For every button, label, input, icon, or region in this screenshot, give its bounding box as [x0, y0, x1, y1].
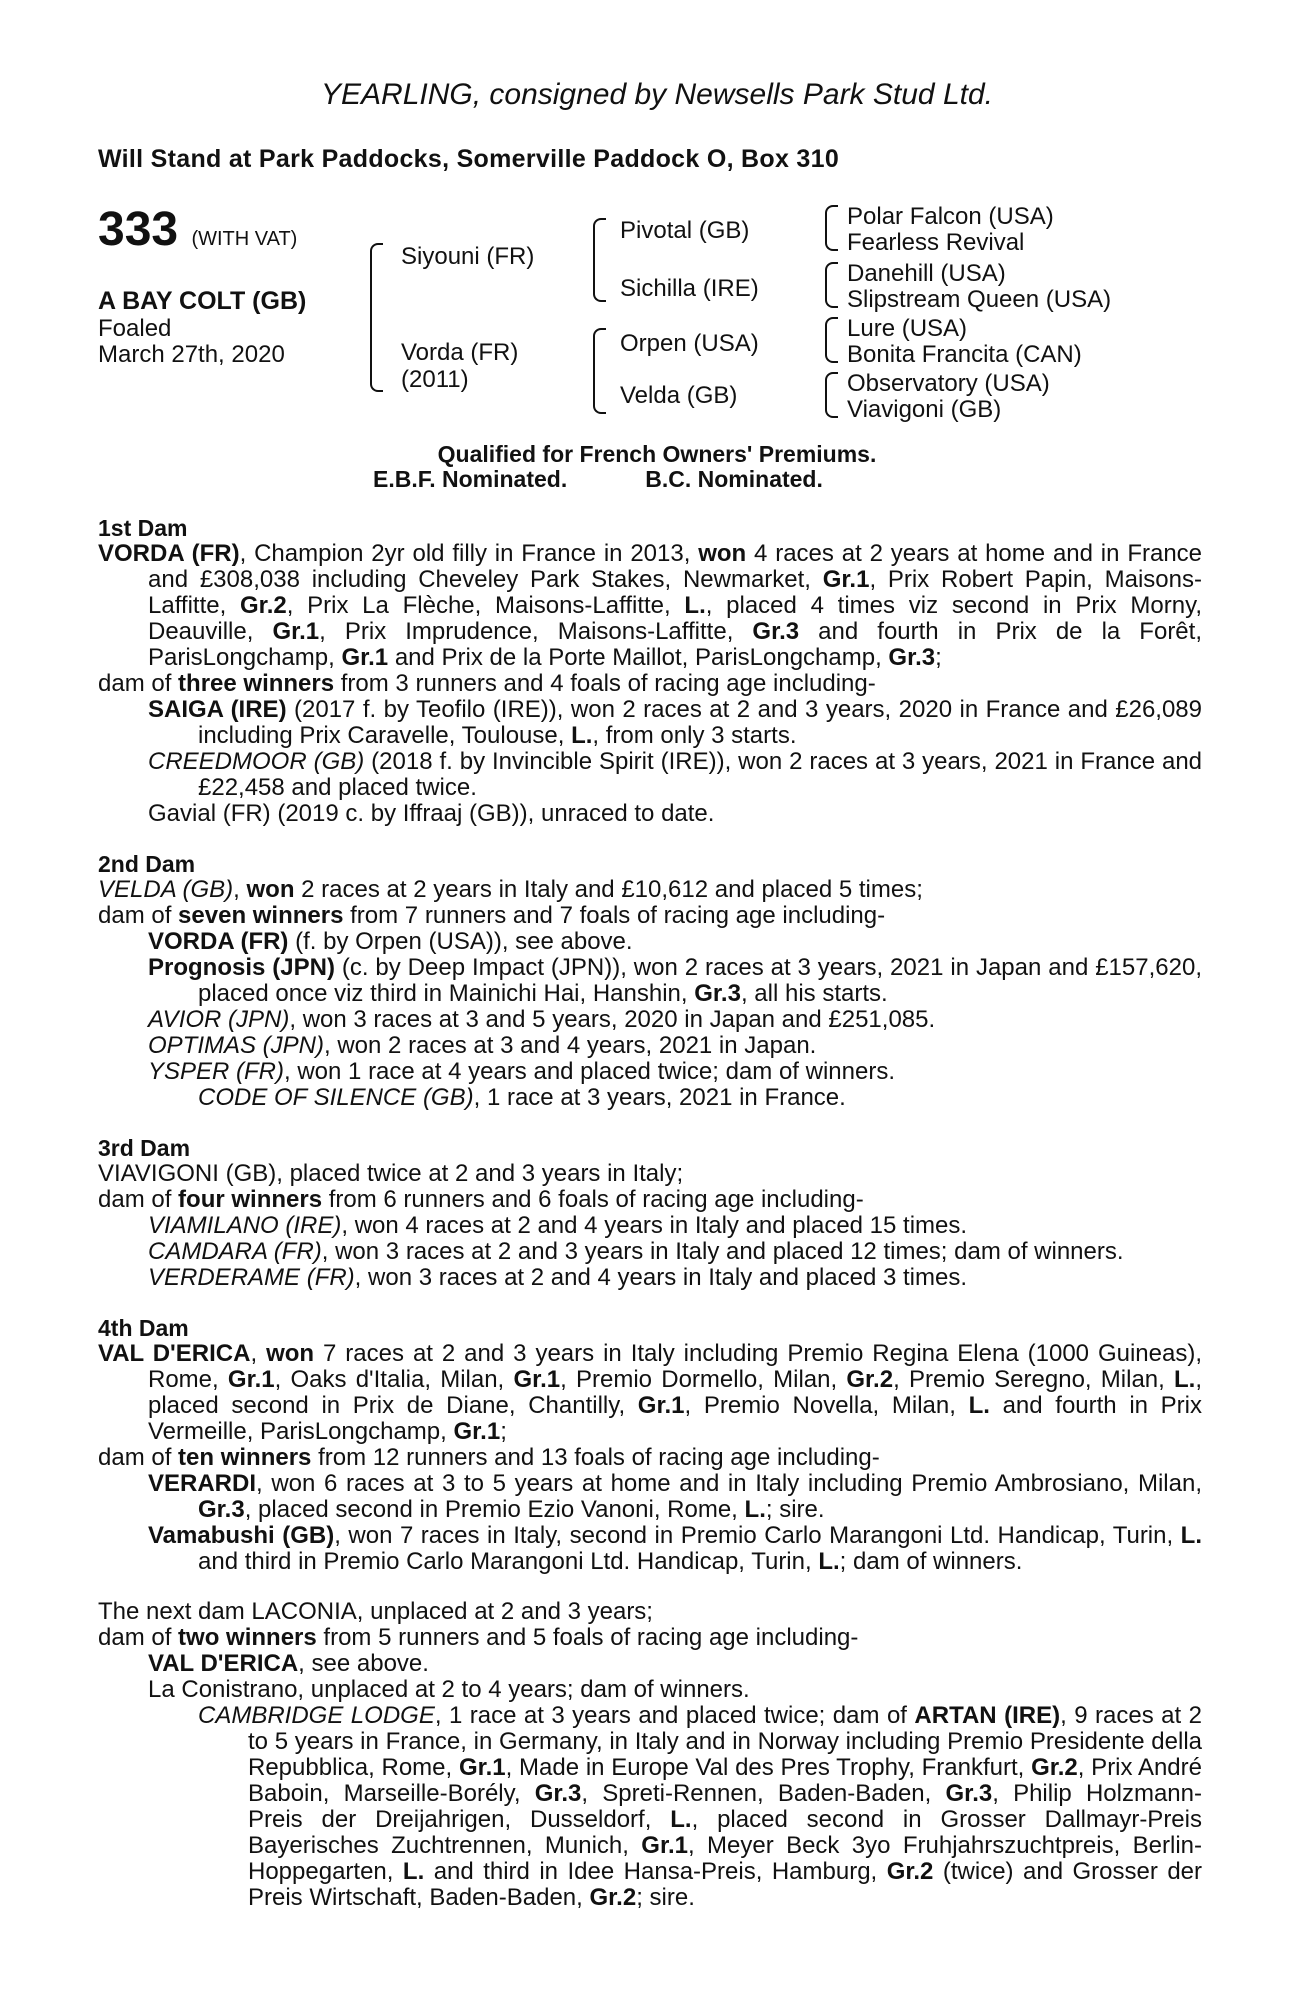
produce-entry — [98, 697, 1202, 749]
text-run: , see above. — [298, 1650, 429, 1677]
text-run: , from only 3 starts. — [592, 722, 797, 749]
text-run: (2018 f. by Invincible Spirit (IRE)), won 2 races at 3 years, 2021 in France and £22,458 and placed twice. — [198, 748, 1203, 801]
text-run: , Premio Dormello, Milan, — [560, 1366, 847, 1393]
bold-text: Gr.1 — [513, 1366, 561, 1393]
section-heading: 4th Dam — [98, 1315, 189, 1341]
text-run: ; — [935, 644, 942, 671]
produce-summary — [98, 1445, 1202, 1471]
bold-text: won — [698, 540, 747, 567]
bold-text: Gr.3 — [694, 980, 741, 1007]
third-dam-section — [98, 1135, 1202, 1291]
pedigree-dam-sire: Orpen (USA) — [620, 330, 759, 357]
pedigree-brace — [825, 262, 838, 308]
pedigree-g5: Lure (USA) — [847, 315, 968, 342]
text-run: , 9 races at 2 to 5 years in France, in Germany, in Italy and in Norway including Premio Presidente della Repubblica, Rome, — [248, 1702, 1202, 1781]
pedigree-sire-sire: Pivotal (GB) — [620, 217, 750, 244]
text-run: , placed second in Grosser Dallmayr-Preis Bayerisches Zuchtrennen, Munich, — [248, 1806, 1202, 1859]
text-run: dam of — [98, 1444, 179, 1471]
section-heading: 2nd Dam — [98, 851, 196, 877]
pedigree-g3: Danehill (USA) — [847, 260, 1006, 287]
text-run: and fourth in Prix Vermeille, ParisLongchamp, — [148, 1392, 1202, 1445]
produce-entry — [98, 801, 1202, 827]
bold-text: Gr.2 — [240, 592, 287, 619]
produce-entry — [98, 1085, 1202, 1111]
text-run: La Conistrano, unplaced at 2 to 4 years; dam of winners. — [148, 1676, 750, 1703]
italic-text: CAMDARA (FR) — [148, 1238, 322, 1265]
text-run: (2017 f. by Teofilo (IRE)), won 2 races at 2 and 3 years, 2020 in France and £26,089 including Prix Caravelle, Toulouse, — [198, 696, 1202, 749]
pedigree-g4: Slipstream Queen (USA) — [847, 286, 1112, 313]
pedigree-dam-dam: Velda (GB) — [620, 382, 738, 409]
text-run: 4 races at 2 years at home and in France and £308,038 including Cheveley Park Stakes, Newmarket, — [148, 540, 1203, 593]
text-run: , placed second in Premio Ezio Vanoni, Rome, — [244, 1496, 745, 1523]
text-run: ; dam of winners. — [839, 1548, 1023, 1575]
lot-description: A BAY COLT (GB) — [98, 287, 307, 315]
vat-note: (WITH VAT) — [191, 228, 298, 250]
text-run: ; sire. — [636, 1884, 695, 1911]
qualification-line: Qualified for French Owners' Premiums. — [437, 441, 877, 467]
pedigree-brace — [593, 218, 606, 302]
bold-text: L. — [402, 1858, 425, 1885]
produce-entry — [98, 1007, 1202, 1033]
text-run: , won 3 races at 2 and 4 years in Italy and placed 3 times. — [354, 1264, 968, 1291]
text-run: , Champion 2yr old filly in France in 2013, — [239, 540, 699, 567]
text-run: , placed second in Prix de Diane, Chantilly, — [148, 1366, 1203, 1419]
ebf-nominated: E.B.F. Nominated. — [373, 466, 568, 492]
bold-text: Gr.2 — [846, 1366, 894, 1393]
bold-text: ten winners — [178, 1444, 312, 1471]
produce-entry — [98, 929, 1202, 955]
text-run: and third in Premio Carlo Marangoni Ltd. Handicap, Turin, — [198, 1548, 819, 1575]
text-run: , won 3 races at 2 and 3 years in Italy and placed 12 times; dam of winners. — [321, 1238, 1124, 1265]
text-run: , won 1 race at 4 years and placed twice; dam of winners. — [284, 1058, 895, 1085]
bold-text: Gr.1 — [458, 1754, 506, 1781]
pedigree-sire-dam: Sichilla (IRE) — [620, 275, 759, 302]
bold-text: L. — [1174, 1366, 1196, 1393]
text-run: 2 races at 2 years in Italy and £10,612 and placed 5 times; — [294, 876, 923, 903]
bold-text: Gr.2 — [886, 1858, 934, 1885]
produce-entry — [98, 1703, 1202, 1911]
text-run: and third in Idee Hansa-Preis, Hamburg, — [424, 1858, 887, 1885]
text-run: (c. by Deep Impact (JPN)), won 2 races at 3 years, 2021 in Japan and £157,620, placed once viz third in Mainichi Hai, Hanshin, — [198, 954, 1202, 1007]
bold-text: Gr.1 — [341, 644, 389, 671]
text-run: , 1 race at 3 years, 2021 in France. — [473, 1084, 846, 1111]
italic-text: AVIOR (JPN) — [148, 1006, 290, 1033]
text-run: , placed 4 times viz second in Prix Morny, Deauville, — [148, 592, 1202, 645]
italic-text: VERDERAME (FR) — [148, 1264, 355, 1291]
produce-entry — [98, 1059, 1202, 1085]
italic-text: VELDA (GB) — [98, 876, 234, 903]
text-run: , Oaks d'Italia, Milan, — [274, 1366, 514, 1393]
text-run: from 7 runners and 7 foals of racing age including- — [343, 902, 886, 929]
text-run: dam of — [98, 1186, 179, 1213]
dam-record — [98, 877, 1202, 903]
text-run: , Prix La Flèche, Maisons-Laffitte, — [286, 592, 685, 619]
text-run: , won 6 races at 3 to 5 years at home and in Italy including Premio Ambrosiano, Milan, — [256, 1470, 1202, 1497]
produce-entry — [98, 1033, 1202, 1059]
pedigree-brace — [825, 372, 838, 418]
text-run: , won 3 races at 3 and 5 years, 2020 in Japan and £251,085. — [289, 1006, 936, 1033]
italic-text: OPTIMAS (JPN) — [148, 1032, 325, 1059]
produce-entry — [98, 1523, 1202, 1575]
text-run: , Meyer Beck 3yo Fruhjahrszuchtpreis, Berlin-Hoppegarten, — [248, 1832, 1202, 1885]
produce-entry — [98, 749, 1202, 801]
next-dam-section — [98, 1599, 1202, 1911]
bold-text: L. — [968, 1392, 990, 1419]
text-run: , won 2 races at 3 and 4 years, 2021 in Japan. — [324, 1032, 817, 1059]
produce-entry — [98, 1677, 1202, 1703]
italic-text: YSPER (FR) — [148, 1058, 285, 1085]
produce-summary — [98, 1625, 1202, 1651]
produce-list — [98, 697, 1202, 827]
bold-text: three winners — [178, 670, 335, 697]
pedigree-sire: Siyouni (FR) — [401, 243, 535, 270]
dam-record — [98, 541, 1202, 671]
text-run: , Prix Robert Papin, Maisons-Laffitte, — [148, 566, 1202, 619]
text-run: from 12 runners and 13 foals of racing age including- — [311, 1444, 880, 1471]
pedigree-g8: Viavigoni (GB) — [847, 396, 1002, 423]
produce-entry — [98, 1265, 1202, 1291]
text-run: , Made in Europe Val des Pres Trophy, Frankfurt, — [505, 1754, 1032, 1781]
produce-entry — [98, 1471, 1202, 1523]
bc-nominated: B.C. Nominated. — [645, 466, 823, 492]
bold-text: L. — [571, 722, 593, 749]
text-run: from 3 runners and 4 foals of racing age including- — [334, 670, 876, 697]
bold-text: VAL D'ERICA — [148, 1650, 299, 1677]
bold-text: Gr.1 — [641, 1832, 688, 1859]
dam-record — [98, 1341, 1202, 1445]
bold-text: L. — [818, 1548, 840, 1575]
pedigree-dam-year: (2011) — [401, 366, 469, 393]
foaled-date: March 27th, 2020 — [98, 341, 285, 368]
bold-text: Gr.1 — [272, 618, 320, 645]
text-run: , Premio Novella, Milan, — [684, 1392, 969, 1419]
text-run: dam of — [98, 670, 179, 697]
produce-entry — [98, 1239, 1202, 1265]
bold-text: Gr.2 — [1031, 1754, 1078, 1781]
produce-list — [98, 929, 1202, 1111]
text-run: ; — [500, 1418, 507, 1445]
section-heading: 1st Dam — [98, 515, 188, 541]
bold-text: Vamabushi (GB) — [148, 1522, 335, 1549]
text-run: , Prix André Baboin, Marseille-Borély, — [248, 1754, 1202, 1807]
produce-summary — [98, 671, 1202, 697]
bold-text: seven winners — [178, 902, 344, 929]
produce-entry — [98, 1651, 1202, 1677]
pedigree-dam: Vorda (FR) — [401, 339, 519, 366]
bold-text: Gr.3 — [888, 644, 936, 671]
text-run: , — [250, 1340, 267, 1367]
bold-text: two winners — [178, 1624, 317, 1651]
text-run: The next dam LACONIA, unplaced at 2 and 3 years; — [98, 1598, 653, 1625]
bold-text: won — [266, 1340, 315, 1367]
text-run: 7 races at 2 and 3 years in Italy including Premio Regina Elena (1000 Guineas), Rome, — [148, 1340, 1203, 1393]
produce-entry — [98, 1213, 1202, 1239]
lot-number-block — [98, 205, 297, 264]
italic-text: CODE OF SILENCE (GB) — [198, 1084, 474, 1111]
bold-text: L. — [744, 1496, 766, 1523]
bold-text: won — [246, 876, 295, 903]
bold-text: Gr.3 — [752, 618, 800, 645]
bold-text: SAIGA (IRE) — [148, 696, 287, 723]
dam-record — [98, 1161, 1202, 1187]
bold-text: VORDA (FR) — [98, 540, 240, 567]
text-run: , Premio Seregno, Milan, — [893, 1366, 1175, 1393]
bold-text: L. — [1180, 1522, 1202, 1549]
text-run: from 5 runners and 5 foals of racing age including- — [316, 1624, 859, 1651]
foaled-label: Foaled — [98, 315, 172, 342]
text-run: , 1 race at 3 years and placed twice; dam of — [434, 1702, 915, 1729]
bold-text: ARTAN (IRE) — [914, 1702, 1061, 1729]
text-run: ; sire. — [765, 1496, 825, 1523]
pedigree-g7: Observatory (USA) — [847, 370, 1050, 397]
fourth-dam-section — [98, 1315, 1202, 1575]
text-run: , Prix Imprudence, Maisons-Laffitte, — [319, 618, 753, 645]
text-run: , won 7 races in Italy, second in Premio Carlo Marangoni Ltd. Handicap, Turin, — [334, 1522, 1181, 1549]
text-run: from 6 runners and 6 foals of racing age including- — [322, 1186, 864, 1213]
nomination-line — [373, 466, 823, 492]
text-run: and fourth in Prix de la Forêt, ParisLongchamp, — [148, 618, 1202, 671]
lot-number: 333 — [98, 203, 179, 256]
bold-text: Gr.3 — [945, 1780, 993, 1807]
produce-summary — [98, 903, 1202, 929]
bold-text: VERARDI — [148, 1470, 257, 1497]
bold-text: VAL D'ERICA — [98, 1340, 251, 1367]
pedigree-g1: Polar Falcon (USA) — [847, 203, 1054, 230]
second-dam-section — [98, 851, 1202, 1111]
text-run: , all his starts. — [740, 980, 888, 1007]
produce-summary — [98, 1187, 1202, 1213]
text-run: and Prix de la Porte Maillot, ParisLongchamp, — [388, 644, 889, 671]
bold-text: Gr.2 — [589, 1884, 637, 1911]
produce-list — [98, 1471, 1202, 1575]
consignor-title: YEARLING, consigned by Newsells Park Stud Ltd. — [321, 78, 993, 111]
italic-text: CAMBRIDGE LODGE — [198, 1702, 435, 1729]
bold-text: Gr.1 — [822, 566, 870, 593]
bold-text: Prognosis (JPN) — [148, 954, 335, 981]
catalogue-body — [98, 515, 1202, 1911]
dam-record — [98, 1599, 1202, 1625]
text-run: Gavial (FR) (2019 c. by Iffraaj (GB)), unraced to date. — [148, 800, 715, 827]
bold-text: Gr.3 — [198, 1496, 245, 1523]
pedigree-brace — [825, 205, 838, 251]
first-dam-section — [98, 515, 1202, 827]
bold-text: Gr.3 — [534, 1780, 582, 1807]
bold-text: Gr.1 — [453, 1418, 501, 1445]
italic-text: CREEDMOOR (GB) — [148, 748, 365, 775]
text-run: , Spreti-Rennen, Baden-Baden, — [581, 1780, 946, 1807]
pedigree-brace — [593, 328, 606, 414]
produce-entry — [98, 955, 1202, 1007]
bold-text: Gr.1 — [227, 1366, 275, 1393]
bold-text: Gr.1 — [637, 1392, 685, 1419]
bold-text: VORDA (FR) — [148, 928, 289, 955]
produce-list — [98, 1651, 1202, 1911]
text-run: (f. by Orpen (USA)), see above. — [288, 928, 633, 955]
text-run: dam of — [98, 902, 179, 929]
section-heading: 3rd Dam — [98, 1135, 191, 1161]
text-run: (twice) and Grosser der Preis Wirtschaft, Baden-Baden, — [248, 1858, 1203, 1911]
pedigree-g6: Bonita Francita (CAN) — [847, 341, 1082, 368]
pedigree-brace — [825, 317, 838, 363]
stand-location: Will Stand at Park Paddocks, Somerville Paddock O, Box 310 — [98, 145, 840, 173]
text-run: , won 4 races at 2 and 4 years in Italy and placed 15 times. — [341, 1212, 968, 1239]
bold-text: L. — [670, 1806, 692, 1833]
text-run: , — [233, 876, 247, 903]
pedigree-g2: Fearless Revival — [847, 229, 1025, 256]
text-run: VIAVIGONI (GB), placed twice at 2 and 3 years in Italy; — [98, 1160, 684, 1187]
text-run: , Philip Holzmann-Preis der Dreijahrigen, Dusseldorf, — [248, 1780, 1202, 1833]
italic-text: VIAMILANO (IRE) — [148, 1212, 342, 1239]
produce-list — [98, 1213, 1202, 1291]
text-run: dam of — [98, 1624, 179, 1651]
bold-text: L. — [684, 592, 706, 619]
bold-text: four winners — [178, 1186, 323, 1213]
pedigree-brace — [370, 243, 383, 392]
